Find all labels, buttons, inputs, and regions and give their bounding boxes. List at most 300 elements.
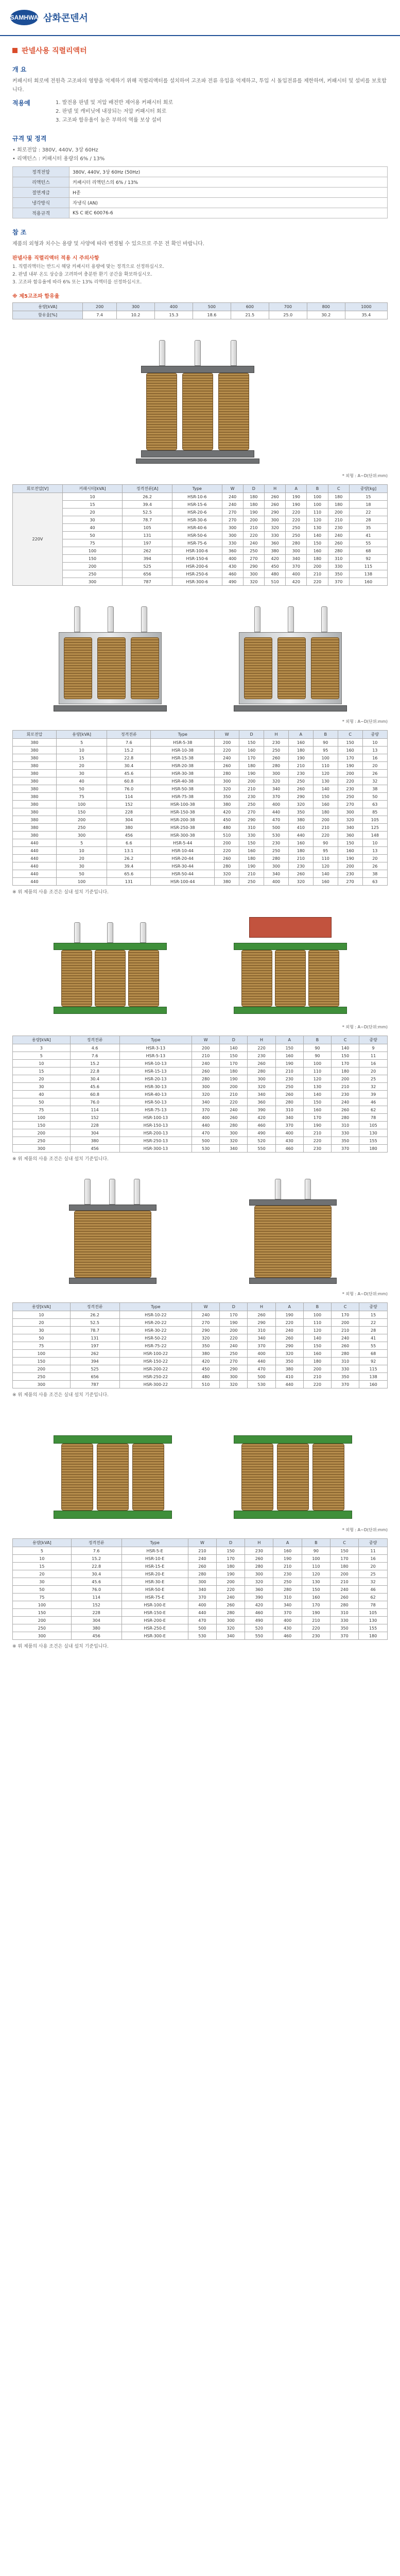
table-cell: 200: [330, 1570, 358, 1578]
table-cell: 68: [349, 547, 387, 555]
table-row: [13, 855, 388, 862]
table-row: [13, 878, 388, 886]
table-cell: 22: [349, 509, 387, 516]
table-cell: HSR-30-13: [119, 1083, 192, 1091]
table-cell: 62: [359, 1594, 388, 1601]
table-row: [13, 1052, 388, 1060]
table-cell: 380: [13, 808, 57, 816]
table-cell: 114: [71, 1594, 121, 1601]
table-row: [13, 1319, 388, 1327]
table-cell: 480: [192, 1373, 220, 1381]
column-header: 커패시터[kVA]: [62, 485, 122, 493]
table-cell: 220: [302, 1624, 330, 1632]
table-cell: 240: [332, 1098, 359, 1106]
table-cell: 15.2: [71, 1555, 121, 1563]
table-cell: 160: [338, 847, 362, 855]
table-cell: 150: [332, 1052, 359, 1060]
table-cell: 380: [215, 801, 239, 808]
table-cell: 456: [107, 832, 151, 839]
table-cell: 304: [107, 816, 151, 824]
table-cell: 190: [239, 770, 264, 777]
table-cell: 230: [332, 1091, 359, 1098]
overview-label: 개 요: [12, 66, 27, 73]
table-cell: 220: [275, 1319, 303, 1327]
table-cell: 150: [62, 555, 122, 563]
table-cell: 16: [359, 1555, 388, 1563]
table-cell: 30: [13, 1578, 72, 1586]
table-cell: 50: [13, 1334, 71, 1342]
column-header: C: [330, 1539, 358, 1547]
table-cell: HSR-300-6: [172, 578, 222, 586]
table-cell: 120: [313, 770, 338, 777]
table-cell: 380: [13, 801, 57, 808]
table-cell: 160: [313, 801, 338, 808]
table-cell: HSR-15-E: [121, 1563, 188, 1570]
table-cell: 10.2: [117, 311, 155, 319]
table-cell: 90: [302, 1547, 330, 1555]
table-cell: 30.2: [307, 311, 345, 319]
table-cell: 380: [13, 816, 57, 824]
table-cell: 160: [303, 1350, 331, 1358]
table-cell: 350: [328, 570, 349, 578]
table-cell: 62: [359, 1106, 388, 1114]
table-cell: 95: [313, 847, 338, 855]
table-cell: 200: [215, 739, 239, 747]
table-cell: 7.4: [83, 311, 117, 319]
table-cell: 180: [330, 1563, 358, 1570]
rating-table-a: [12, 484, 388, 586]
table-cell: 210: [288, 855, 313, 862]
table-cell: 280: [332, 1350, 359, 1358]
table-cell: 350: [332, 1137, 359, 1145]
table-row: [13, 870, 388, 878]
table-row: [13, 1570, 388, 1578]
table-cell: 230: [275, 1075, 303, 1083]
table-cell: HSR-10-6: [172, 493, 222, 501]
table-cell: 262: [70, 1350, 119, 1358]
table-cell: 65.6: [107, 870, 151, 878]
table-cell: 150: [313, 793, 338, 801]
table-cell: 180: [328, 501, 349, 509]
table-cell: HSR-5-44: [151, 839, 215, 847]
table-cell: HSR-75-38: [151, 793, 215, 801]
table-cell: 152: [107, 801, 151, 808]
column-header: D: [243, 485, 264, 493]
table-cell: 100: [13, 1114, 71, 1122]
table-cell: 400: [192, 1114, 220, 1122]
column-header: A: [275, 1303, 303, 1311]
table-cell: 240: [222, 501, 243, 509]
table-cell: HSR-10-E: [121, 1555, 188, 1563]
table-cell: 78.7: [70, 1327, 119, 1334]
spec-value: 자냉식 (AN): [69, 198, 388, 208]
table-footnote: ※ 위 제품의 사용 조건은 실내 설치 기준입니다.: [12, 1393, 109, 1398]
table-cell: 13: [362, 847, 387, 855]
table-cell: HSR-30-44: [151, 862, 215, 870]
table-cell: 7.6: [71, 1547, 121, 1555]
table-cell: 440: [192, 1122, 220, 1129]
column-header: 정격전류: [70, 1036, 119, 1044]
table-cell: 500: [192, 1137, 220, 1145]
table-cell: 500: [264, 824, 289, 832]
table-cell: HSR-300-22: [119, 1381, 192, 1388]
table-cell: 520: [245, 1624, 273, 1632]
table-row: [13, 1311, 388, 1319]
table-cell: 240: [220, 1106, 248, 1114]
table-cell: 197: [123, 539, 172, 547]
table-row: [13, 1617, 388, 1624]
table-cell: 22.8: [107, 754, 151, 762]
table-cell: 15: [359, 1311, 388, 1319]
table-cell: 260: [248, 1060, 275, 1067]
table-cell: 92: [349, 555, 387, 563]
table-cell: 656: [70, 1373, 119, 1381]
table-cell: HSR-50-38: [151, 785, 215, 793]
table-cell: 180: [239, 762, 264, 770]
table-cell: 230: [245, 1547, 273, 1555]
table-cell: 200: [62, 563, 122, 570]
table-cell: 200: [243, 516, 264, 524]
table-cell: 105: [359, 1609, 388, 1617]
table-cell: 155: [359, 1137, 388, 1145]
brand-logo[interactable]: SAMHWA: [10, 10, 38, 25]
table-cell: 114: [107, 793, 151, 801]
table-cell: 41: [349, 532, 387, 539]
column-header: W: [215, 731, 239, 739]
table-cell: 140: [332, 1044, 359, 1052]
column-header: 800: [307, 303, 345, 311]
table-header-row: [13, 731, 388, 739]
table-cell: HSR-75-E: [121, 1594, 188, 1601]
table-cell: 250: [13, 1624, 72, 1632]
table-cell: 440: [13, 878, 57, 886]
table-cell: 787: [123, 578, 172, 586]
table-cell: 30: [13, 1327, 71, 1334]
table-cell: 100: [303, 1311, 331, 1319]
table-cell: HSR-15-6: [172, 501, 222, 509]
table-cell: 320: [288, 878, 313, 886]
table-cell: 260: [264, 493, 285, 501]
table-cell: 110: [303, 1319, 331, 1327]
table-row: [13, 1624, 388, 1632]
spec-key: 적용규격: [13, 208, 69, 218]
table-cell: 525: [123, 563, 172, 570]
caution-item: 3. 고조파 함유율에 따라 6% 또는 13% 리액터를 선정하십시오.: [12, 280, 142, 285]
table-cell: 210: [332, 1327, 359, 1334]
table-cell: HSR-50-E: [121, 1586, 188, 1594]
table-cell: HSR-200-6: [172, 563, 222, 570]
table-row: [13, 1098, 388, 1106]
table-cell: 15: [62, 501, 122, 509]
table-cell: 300: [220, 1373, 248, 1381]
table-header-row: [13, 303, 388, 311]
table-cell: 5: [13, 1052, 71, 1060]
table-cell: 20: [359, 1563, 388, 1570]
table-cell: 220: [220, 1334, 248, 1342]
table-cell: 370: [248, 1342, 275, 1350]
table-cell: 100: [13, 1601, 72, 1609]
table-cell: 270: [338, 878, 362, 886]
table-cell: 320: [275, 1350, 303, 1358]
table-row: [13, 1358, 388, 1365]
table-cell: HSR-5-E: [121, 1547, 188, 1555]
table-cell: 210: [302, 1617, 330, 1624]
table-row: [13, 547, 388, 555]
table-cell: 26.2: [70, 1311, 119, 1319]
table-cell: 260: [332, 1342, 359, 1350]
column-header: 400: [154, 303, 193, 311]
table-cell: HSR-15-13: [119, 1067, 192, 1075]
table-cell: 490: [245, 1617, 273, 1624]
table-cell: 78: [359, 1601, 388, 1609]
column-header: B: [303, 1036, 331, 1044]
table-cell: 160: [349, 578, 387, 586]
table-cell: HSR-30-38: [151, 770, 215, 777]
table-row: [13, 208, 388, 218]
table-cell: 160: [288, 839, 313, 847]
table-cell: HSR-300-13: [119, 1145, 192, 1153]
table-cell: 55: [349, 539, 387, 547]
table-cell: 300: [264, 862, 289, 870]
notes-text: 제품의 외형과 치수는 용량 및 사양에 따라 변경될 수 있으므로 주문 전 확인 바랍니다.: [12, 241, 204, 247]
spec-line: • 회로전압 : 380V, 440V, 3상 60Hz: [12, 147, 98, 153]
table-cell: 470: [248, 1365, 275, 1373]
table-cell: 350: [215, 793, 239, 801]
table-cell: HSR-300-38: [151, 832, 215, 839]
table-cell: 120: [303, 1327, 331, 1334]
table-cell: 440: [264, 808, 289, 816]
table-cell: 160: [359, 1381, 388, 1388]
table-cell: 180: [217, 1563, 245, 1570]
table-cell: 200: [220, 1083, 248, 1091]
table-cell: 320: [215, 870, 239, 878]
table-cell: 32: [359, 1578, 388, 1586]
table-cell: 100: [303, 1060, 331, 1067]
table-cell: HSR-30-6: [172, 516, 222, 524]
table-cell: HSR-50-6: [172, 532, 222, 539]
table-cell: 28: [359, 1327, 388, 1334]
table-cell: 250: [13, 1373, 71, 1381]
table-cell: 15.2: [107, 747, 151, 754]
column-header: 200: [83, 303, 117, 311]
table-cell: 280: [248, 1067, 275, 1075]
table-row: [13, 555, 388, 563]
page-title: [12, 45, 388, 56]
table-cell: 150: [330, 1547, 358, 1555]
table-cell: 230: [264, 839, 289, 847]
table-cell: 150: [239, 839, 264, 847]
table-cell: 380: [107, 824, 151, 832]
table-cell: 320: [288, 801, 313, 808]
table-cell: 50: [56, 870, 107, 878]
table-cell: 250: [243, 547, 264, 555]
table-cell: 200: [215, 839, 239, 847]
table-cell: 230: [264, 739, 289, 747]
table-cell: 160: [275, 1052, 303, 1060]
table-cell: 7.6: [107, 739, 151, 747]
table-cell: 39: [359, 1091, 388, 1098]
table-row: [13, 1586, 388, 1594]
table-cell: 340: [264, 870, 289, 878]
table-cell: 380: [13, 754, 57, 762]
table-cell: 190: [275, 1060, 303, 1067]
site-header: [0, 0, 400, 36]
table-cell: HSR-20-22: [119, 1319, 192, 1327]
table-row: [13, 1334, 388, 1342]
table-cell: 100: [307, 501, 328, 509]
table-cell: 260: [188, 1563, 216, 1570]
column-header: B: [313, 731, 338, 739]
table-cell: 320: [264, 524, 285, 532]
table-cell: 210: [330, 1578, 358, 1586]
table-cell: 500: [188, 1624, 216, 1632]
table-cell: 260: [330, 1594, 358, 1601]
column-header: 회로전압[V]: [13, 485, 63, 493]
table-cell: 85: [362, 808, 387, 816]
table-cell: 130: [313, 777, 338, 785]
table-cell: 180: [243, 501, 264, 509]
caution-item: 1. 직렬리액터는 반드시 해당 커패시터 용량에 맞는 정격으로 선정하십시오.: [12, 264, 165, 269]
column-header: W: [192, 1303, 220, 1311]
table-cell: 260: [248, 1311, 275, 1319]
table-cell: 370: [273, 1609, 302, 1617]
application-block: [12, 98, 388, 125]
table-cell: 100: [307, 493, 328, 501]
table-row: [13, 1327, 388, 1334]
table-cell: 340: [192, 1098, 220, 1106]
table-cell: 5: [56, 839, 107, 847]
table-row: [13, 1083, 388, 1091]
column-header: 정격전류: [107, 731, 151, 739]
table-cell: HSR-200-E: [121, 1617, 188, 1624]
table-cell: 230: [328, 524, 349, 532]
table-row: [13, 1555, 388, 1563]
table-cell: 380: [13, 824, 57, 832]
table-cell: 140: [307, 532, 328, 539]
table-cell: 460: [222, 570, 243, 578]
table-cell: 170: [332, 1060, 359, 1067]
table-cell: 400: [222, 555, 243, 563]
table-cell: 230: [273, 1570, 302, 1578]
unit-note: * 외형 : A~D(단위:mm): [342, 1292, 388, 1296]
table-cell: 230: [338, 870, 362, 878]
table-cell: 60.8: [70, 1091, 119, 1098]
table-cell: 280: [275, 1098, 303, 1106]
table-cell: 18: [349, 501, 387, 509]
table-cell: 200: [328, 509, 349, 516]
table-cell: 300: [248, 1075, 275, 1083]
table-cell: 410: [288, 824, 313, 832]
table-cell: 150: [275, 1044, 303, 1052]
table-cell: 190: [303, 1122, 331, 1129]
table-row: [13, 793, 388, 801]
column-header: 300: [117, 303, 155, 311]
table-row: [13, 739, 388, 747]
table-cell: HSR-250-22: [119, 1373, 192, 1381]
table-cell: 320: [192, 1334, 220, 1342]
table-cell: 110: [307, 509, 328, 516]
column-header: 용량[kVA]: [56, 731, 107, 739]
table-cell: 340: [217, 1632, 245, 1640]
table-cell: 350: [192, 1342, 220, 1350]
table-row: [13, 188, 388, 198]
table-cell: 170: [303, 1114, 331, 1122]
table-cell: 75: [56, 793, 107, 801]
table-cell: 260: [215, 762, 239, 770]
column-header: D: [220, 1036, 248, 1044]
column-header: W: [192, 1036, 220, 1044]
table-cell: 440: [13, 855, 57, 862]
table-cell: 300: [222, 532, 243, 539]
table-cell: 190: [286, 501, 307, 509]
table-cell: 40: [56, 777, 107, 785]
table-cell: 100: [13, 1350, 71, 1358]
table-cell: 78: [359, 1114, 388, 1122]
table-cell: 350: [330, 1624, 358, 1632]
table-row: [13, 801, 388, 808]
table-cell: 25.0: [269, 311, 307, 319]
table-cell: 170: [330, 1555, 358, 1563]
table-cell: 340: [248, 1334, 275, 1342]
table-cell: HSR-20-E: [121, 1570, 188, 1578]
table-cell: 460: [275, 1145, 303, 1153]
table-cell: 320: [243, 578, 264, 586]
column-header: C: [328, 485, 349, 493]
column-header: 500: [193, 303, 231, 311]
table-cell: 310: [248, 1327, 275, 1334]
table-cell: 190: [220, 1319, 248, 1327]
table-cell: 68: [359, 1350, 388, 1358]
table-cell: 340: [273, 1601, 302, 1609]
table-cell: 155: [359, 1624, 388, 1632]
table-cell: 200: [220, 1327, 248, 1334]
table-row: [13, 198, 388, 208]
table-cell: 400: [188, 1601, 216, 1609]
table-cell: 50: [62, 532, 122, 539]
table-cell: 210: [288, 762, 313, 770]
table-row: [13, 1122, 388, 1129]
table-cell: 290: [288, 793, 313, 801]
table-cell: 90: [313, 739, 338, 747]
table-footnote: ※ 위 제품의 사용 조건은 실내 설치 기준입니다.: [12, 890, 109, 895]
table-cell: 220: [303, 1381, 331, 1388]
table-cell: 456: [70, 1145, 119, 1153]
table-cell: 340: [286, 555, 307, 563]
table-cell: 150: [303, 1342, 331, 1350]
table-cell: 140: [220, 1044, 248, 1052]
table-row: [13, 1106, 388, 1114]
table-row: [13, 1609, 388, 1617]
table-cell: 140: [313, 785, 338, 793]
table-cell: 380: [13, 747, 57, 754]
table-cell: 160: [288, 739, 313, 747]
table-cell: 210: [313, 824, 338, 832]
spec-value: 커패시터 리액턴스의 6% / 13%: [69, 177, 388, 188]
table-cell: 340: [248, 1091, 275, 1098]
table-cell: 39.4: [107, 862, 151, 870]
table-cell: 240: [217, 1594, 245, 1601]
table-cell: 75: [13, 1594, 72, 1601]
table-cell: 25: [359, 1570, 388, 1578]
table-row: [13, 1373, 388, 1381]
table-cell: 130: [307, 524, 328, 532]
table-cell: 370: [275, 1122, 303, 1129]
table-cell: HSR-150-E: [121, 1609, 188, 1617]
caution-label: 판넬사용 직렬리액터 적용 시 주의사항: [12, 256, 99, 261]
table-cell: 340: [188, 1586, 216, 1594]
table-cell: 260: [264, 754, 289, 762]
table-cell: 200: [217, 1578, 245, 1586]
